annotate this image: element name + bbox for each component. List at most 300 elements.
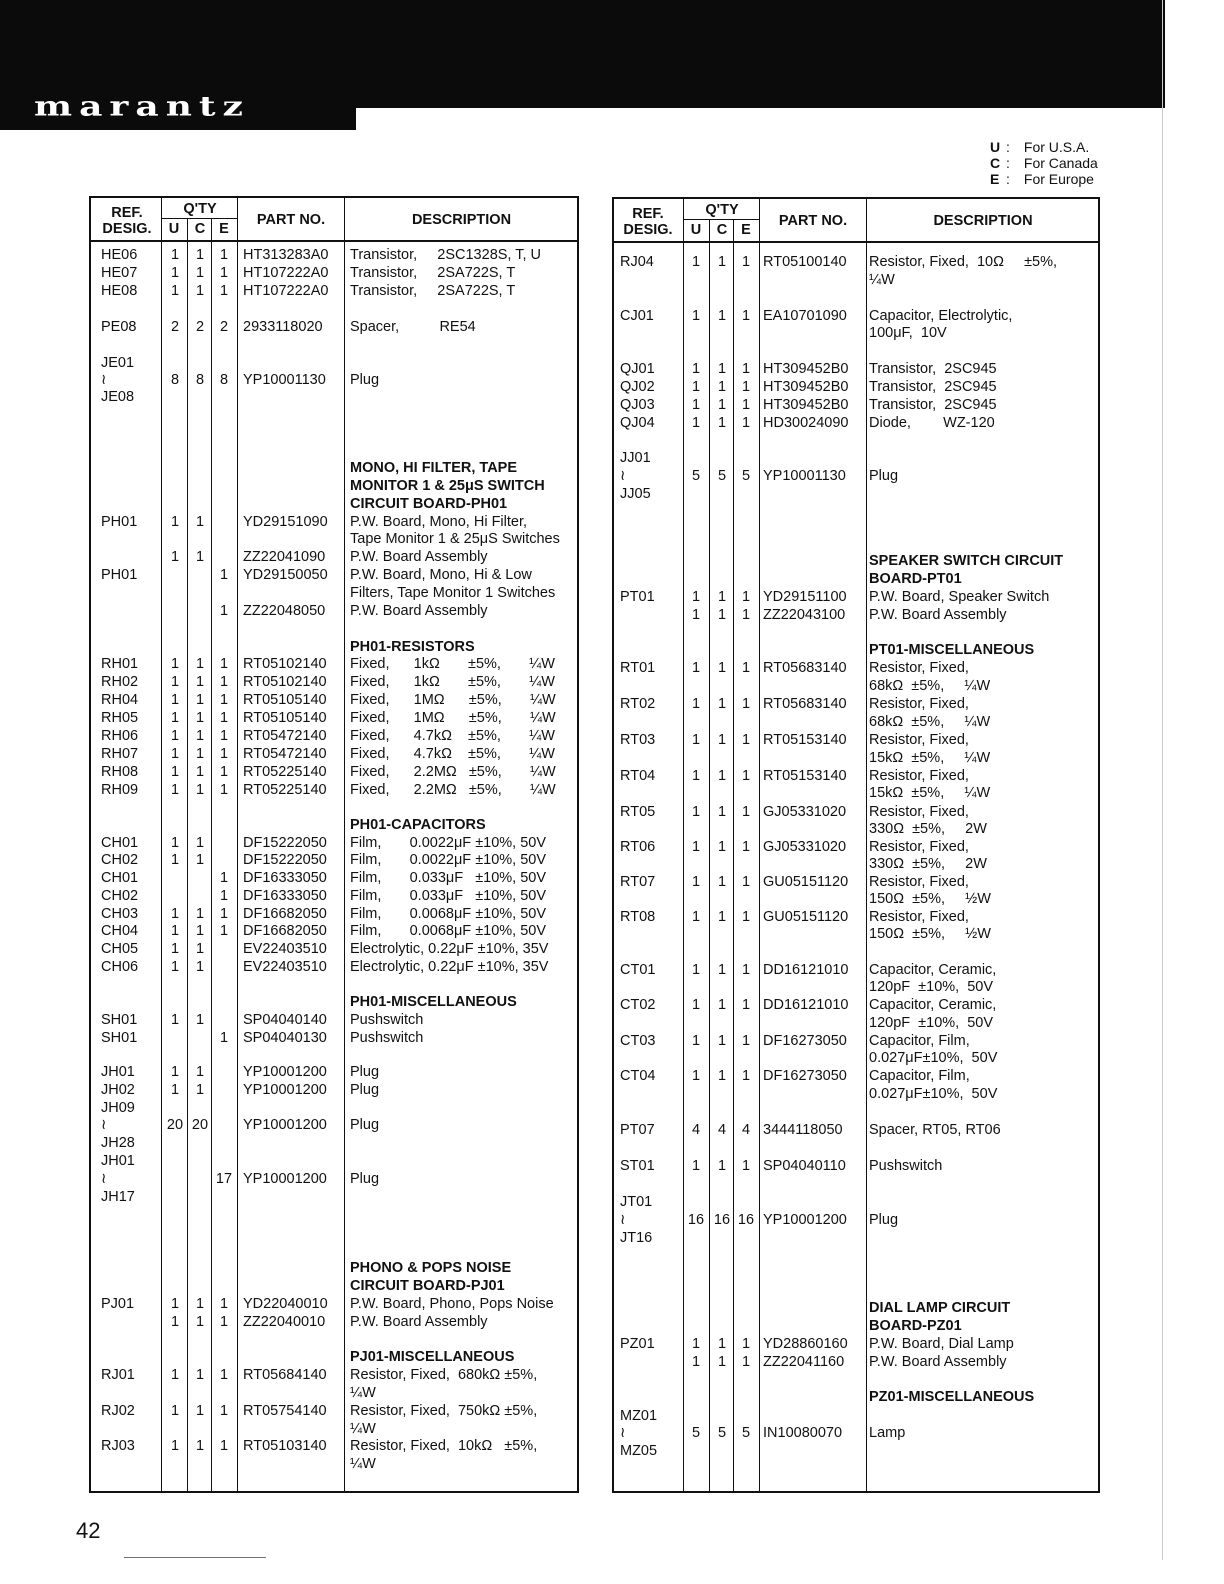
ref-desig-cell: QJ04 (620, 415, 655, 431)
qty-u-cell: 1 (170, 835, 180, 851)
ref-desig-cell: RH05 (101, 710, 139, 726)
qty-u-cell: 1 (170, 1438, 180, 1454)
description-cell: P.W. Board Assembly (350, 549, 488, 565)
ref-desig-cell: PH01 (101, 514, 138, 530)
section-heading: PT01-MISCELLANEOUS (869, 642, 1035, 658)
ref-desig-cell: QJ03 (620, 397, 655, 413)
description-cell: 150Ω ±5%, ½W (869, 891, 991, 907)
part-no-cell: ZZ22043100 (763, 607, 846, 623)
qty-c-cell: 1 (195, 549, 205, 565)
ref-desig-cell: CT01 (620, 962, 656, 978)
ref-desig-cell: RT01 (620, 660, 656, 676)
header-qty: Q'TY (705, 202, 739, 218)
description-cell: 330Ω ±5%, 2W (869, 821, 987, 837)
description-cell: Capacitor, Film, (869, 1068, 970, 1084)
part-no-cell: EV22403510 (243, 941, 327, 957)
qty-e-cell: 1 (741, 589, 751, 605)
description-cell: 100μF, 10V (869, 325, 947, 341)
part-no-cell: DF16682050 (243, 923, 327, 939)
qty-c-cell: 16 (713, 1212, 731, 1228)
description-cell: 120pF ±10%, 50V (869, 1015, 994, 1031)
ref-desig-cell: JH09 (101, 1100, 135, 1116)
description-cell: Film, 0.0022μF ±10%, 50V (350, 835, 547, 851)
part-no-cell: RT05683140 (763, 660, 847, 676)
legend-text: For Europe (1023, 171, 1094, 187)
brand-logo: marantz (34, 90, 250, 123)
qty-e-cell: 1 (219, 1367, 229, 1383)
qty-e-cell: 1 (219, 1296, 229, 1312)
col-divider (161, 198, 162, 1491)
description-cell: 0.027μF±10%, 50V (869, 1086, 998, 1102)
part-no-cell: 2933118020 (243, 319, 323, 335)
qty-c-cell: 1 (195, 1296, 205, 1312)
qty-e-cell: 1 (219, 710, 229, 726)
description-cell: Resistor, Fixed, (869, 660, 969, 676)
qty-c-cell: 1 (717, 397, 727, 413)
legend-colon: : (1006, 171, 1010, 187)
legend-key: U (990, 139, 1001, 155)
qty-e-cell: 1 (219, 283, 229, 299)
part-no-cell: SP04040140 (243, 1012, 327, 1028)
part-no-cell: YP10001200 (243, 1171, 327, 1187)
description-cell: P.W. Board, Mono, Hi Filter, (350, 514, 528, 530)
qty-e-cell: 1 (741, 732, 751, 748)
qty-e-cell: 1 (219, 870, 229, 886)
description-cell: ¼W (350, 1421, 376, 1437)
qty-e-cell: 1 (741, 1068, 751, 1084)
qty-e-cell: 16 (737, 1212, 755, 1228)
qty-u-cell: 1 (170, 514, 180, 530)
description-cell: P.W. Board Assembly (350, 1314, 488, 1330)
qty-u-cell: 1 (170, 1367, 180, 1383)
qty-c-cell: 1 (717, 962, 727, 978)
qty-u-cell: 1 (170, 549, 180, 565)
description-cell: P.W. Board, Phono, Pops Noise (350, 1296, 554, 1312)
description-cell: Fixed, 2.2MΩ ±5%, ¼W (350, 782, 556, 798)
ref-desig-cell: CH02 (101, 888, 139, 904)
qty-e-cell: 1 (219, 567, 229, 583)
header-part-no: PART NO. (256, 212, 326, 228)
part-no-cell: DF16273050 (763, 1033, 847, 1049)
qty-e-cell: 1 (741, 997, 751, 1013)
qty-c-cell: 1 (717, 1354, 727, 1370)
part-no-cell: RT05153140 (763, 768, 847, 784)
qty-e-cell: 1 (219, 656, 229, 672)
col-divider (237, 198, 238, 1491)
qty-u-cell: 1 (691, 1336, 701, 1352)
description-cell: P.W. Board Assembly (869, 607, 1007, 623)
qty-c-cell: 1 (195, 283, 205, 299)
description-cell: Plug (350, 372, 380, 388)
description-cell: Fixed, 1kΩ ±5%, ¼W (350, 674, 555, 690)
description-cell: Capacitor, Film, (869, 1033, 970, 1049)
section-heading: DIAL LAMP CIRCUIT (869, 1300, 1011, 1316)
part-no-cell: SP04040110 (763, 1158, 846, 1174)
col-divider (759, 199, 760, 1491)
qty-c-cell: 1 (195, 247, 205, 263)
qty-c-cell: 1 (717, 997, 727, 1013)
ref-desig-cell: ≀ (101, 372, 107, 388)
qty-u-cell: 1 (170, 941, 180, 957)
ref-desig-cell: CT02 (620, 997, 656, 1013)
qty-c-cell: 1 (195, 710, 205, 726)
description-cell: Transistor, 2SC1328S, T, U (350, 247, 541, 263)
description-cell: Resistor, Fixed, 10kΩ ±5%, (350, 1438, 538, 1454)
description-cell: P.W. Board, Speaker Switch (869, 589, 1050, 605)
part-no-cell: YD28860160 (763, 1336, 848, 1352)
header-c: C (716, 222, 728, 238)
qty-u-cell: 1 (691, 1033, 701, 1049)
qty-u-cell: 16 (687, 1212, 705, 1228)
description-cell: Capacitor, Electrolytic, (869, 308, 1013, 324)
qty-u-cell: 1 (691, 732, 701, 748)
qty-u-cell: 1 (170, 852, 180, 868)
description-cell: P.W. Board, Mono, Hi & Low (350, 567, 532, 583)
description-cell: Film, 0.0022μF ±10%, 50V (350, 852, 547, 868)
description-cell: P.W. Board Assembly (869, 1354, 1007, 1370)
section-heading: BOARD-PT01 (869, 571, 962, 587)
ref-desig-cell: CH01 (101, 870, 139, 886)
qty-c-cell: 1 (717, 415, 727, 431)
description-cell: Plug (350, 1171, 380, 1187)
header-desig: DESIG. (102, 221, 152, 237)
qty-c-cell: 1 (717, 874, 727, 890)
section-heading: PH01-RESISTORS (350, 639, 475, 655)
qty-e-cell: 1 (741, 839, 751, 855)
qty-u-cell: 1 (691, 254, 701, 270)
header-description: DESCRIPTION (933, 213, 1033, 229)
qty-u-cell: 1 (170, 674, 180, 690)
section-heading: CIRCUIT BOARD-PH01 (350, 496, 508, 512)
part-no-cell: IN10080070 (763, 1425, 843, 1441)
ref-desig-cell: JH02 (101, 1082, 135, 1098)
qty-e-cell: 1 (219, 247, 229, 263)
description-cell: Transistor, 2SC945 (869, 397, 997, 413)
part-no-cell: DF16333050 (243, 888, 327, 904)
qty-u-cell: 1 (170, 923, 180, 939)
header-ref: REF. (632, 206, 664, 222)
qty-e-cell: 2 (219, 319, 229, 335)
description-cell: Pushswitch (350, 1030, 424, 1046)
description-cell: P.W. Board, Dial Lamp (869, 1336, 1014, 1352)
qty-u-cell: 1 (170, 1064, 180, 1080)
ref-desig-cell: RH09 (101, 782, 139, 798)
ref-desig-cell: ≀ (620, 1425, 626, 1441)
part-no-cell: YD22040010 (243, 1296, 328, 1312)
description-cell: Plug (350, 1117, 380, 1133)
part-no-cell: 3444118050 (763, 1122, 843, 1138)
qty-e-cell: 1 (219, 923, 229, 939)
description-cell: ¼W (350, 1456, 376, 1472)
part-no-cell: RT05472140 (243, 746, 327, 762)
qty-c-cell: 1 (195, 906, 205, 922)
ref-desig-cell: CH02 (101, 852, 139, 868)
qty-u-cell: 1 (691, 909, 701, 925)
ref-desig-cell: RT06 (620, 839, 656, 855)
description-cell: Electrolytic, 0.22μF ±10%, 35V (350, 959, 549, 975)
part-no-cell: ZZ22041160 (763, 1354, 845, 1370)
table-header (614, 199, 1098, 243)
description-cell: Resistor, Fixed, (869, 874, 969, 890)
ref-desig-cell: JE08 (101, 389, 135, 405)
ref-desig-cell: CJ01 (620, 308, 654, 324)
ref-desig-cell: CH05 (101, 941, 139, 957)
header-qty: Q'TY (183, 201, 217, 217)
qty-c-cell: 1 (717, 361, 727, 377)
qty-e-cell: 1 (219, 906, 229, 922)
header-part-no: PART NO. (778, 213, 848, 229)
ref-desig-cell: MZ05 (620, 1443, 658, 1459)
description-cell: Film, 0.0068μF ±10%, 50V (350, 923, 547, 939)
ref-desig-cell: HE07 (101, 265, 138, 281)
section-heading: SPEAKER SWITCH CIRCUIT (869, 553, 1064, 569)
description-cell: Resistor, Fixed, (869, 732, 969, 748)
part-no-cell: RT05684140 (243, 1367, 327, 1383)
qty-c-cell: 1 (717, 804, 727, 820)
part-no-cell: GU05151120 (763, 874, 849, 890)
qty-e-cell: 1 (219, 888, 229, 904)
ref-desig-cell: CH04 (101, 923, 139, 939)
qty-e-cell: 4 (741, 1122, 751, 1138)
qty-u-cell: 1 (170, 782, 180, 798)
description-cell: Capacitor, Ceramic, (869, 962, 997, 978)
qty-c-cell: 1 (195, 941, 205, 957)
description-cell: Resistor, Fixed, 680kΩ ±5%, (350, 1367, 538, 1383)
description-cell: Fixed, 4.7kΩ ±5%, ¼W (350, 728, 555, 744)
qty-c-cell: 1 (717, 1158, 727, 1174)
ref-desig-cell: HE06 (101, 247, 138, 263)
ref-desig-cell: CH06 (101, 959, 139, 975)
description-cell: Film, 0.033μF ±10%, 50V (350, 870, 547, 886)
qty-c-cell: 1 (195, 923, 205, 939)
qty-c-cell: 1 (717, 839, 727, 855)
part-no-cell: RT05105140 (243, 692, 327, 708)
ref-desig-cell: RT02 (620, 696, 656, 712)
section-heading: MONITOR 1 & 25μS SWITCH (350, 478, 545, 494)
qty-u-cell: 4 (691, 1122, 701, 1138)
description-cell: Film, 0.0068μF ±10%, 50V (350, 906, 547, 922)
part-no-cell: RT05754140 (243, 1403, 327, 1419)
qty-e-cell: 1 (741, 1158, 751, 1174)
part-no-cell: YP10001130 (243, 372, 326, 388)
qty-u-cell: 5 (691, 1425, 701, 1441)
part-no-cell: SP04040130 (243, 1030, 327, 1046)
ref-desig-cell: RT04 (620, 768, 656, 784)
qty-c-cell: 1 (195, 959, 205, 975)
qty-u-cell: 1 (691, 768, 701, 784)
ref-desig-cell: RT03 (620, 732, 656, 748)
qty-c-cell: 1 (717, 909, 727, 925)
qty-u-cell: 1 (691, 874, 701, 890)
part-no-cell: YP10001200 (243, 1082, 327, 1098)
part-no-cell: HT309452B0 (763, 397, 849, 413)
part-no-cell: GU05151120 (763, 909, 849, 925)
description-cell: Transistor, 2SA722S, T (350, 283, 516, 299)
qty-u-cell: 1 (691, 839, 701, 855)
ref-desig-cell: MZ01 (620, 1408, 658, 1424)
qty-e-cell: 1 (219, 265, 229, 281)
header-u: U (690, 222, 702, 238)
section-heading: CIRCUIT BOARD-PJ01 (350, 1278, 505, 1294)
legend-text: For U.S.A. (1023, 139, 1090, 155)
description-cell: Electrolytic, 0.22μF ±10%, 35V (350, 941, 549, 957)
parts-table-right (612, 197, 1100, 1493)
part-no-cell: DF16682050 (243, 906, 327, 922)
description-cell: 68kΩ ±5%, ¼W (869, 678, 991, 694)
description-cell: Fixed, 1MΩ ±5%, ¼W (350, 710, 556, 726)
qty-u-cell: 1 (170, 656, 180, 672)
part-no-cell: DD16121010 (763, 997, 849, 1013)
description-cell: Transistor, 2SA722S, T (350, 265, 516, 281)
section-heading: PJ01-MISCELLANEOUS (350, 1349, 515, 1365)
legend-key: C (990, 155, 1001, 171)
description-cell: Fixed, 1MΩ ±5%, ¼W (350, 692, 556, 708)
description-cell: Transistor, 2SC945 (869, 361, 997, 377)
qty-c-cell: 1 (195, 1012, 205, 1028)
description-cell: Resistor, Fixed, (869, 909, 969, 925)
part-no-cell: EA10701090 (763, 308, 847, 324)
qty-c-cell: 1 (195, 265, 205, 281)
header-desig: DESIG. (623, 222, 673, 238)
qty-c-cell: 1 (717, 732, 727, 748)
description-cell: 120pF ±10%, 50V (869, 979, 994, 995)
ref-desig-cell: PZ01 (620, 1336, 655, 1352)
qty-e-cell: 1 (219, 746, 229, 762)
qty-e-cell: 1 (219, 1403, 229, 1419)
qty-c-cell: 1 (195, 728, 205, 744)
part-no-cell: RT05225140 (243, 782, 327, 798)
description-cell: Plug (350, 1082, 380, 1098)
part-no-cell: DF16333050 (243, 870, 327, 886)
description-cell: 330Ω ±5%, 2W (869, 856, 987, 872)
ref-desig-cell: RT07 (620, 874, 656, 890)
part-no-cell: RT05100140 (763, 254, 847, 270)
description-cell: ¼W (350, 1385, 376, 1401)
qty-e-cell: 1 (219, 782, 229, 798)
qty-u-cell: 1 (170, 692, 180, 708)
qty-u-cell: 1 (691, 997, 701, 1013)
part-no-cell: RT05153140 (763, 732, 847, 748)
legend-row (990, 139, 1098, 155)
description-cell: Fixed, 1kΩ ±5%, ¼W (350, 656, 555, 672)
ref-desig-cell: JH01 (101, 1064, 135, 1080)
header-description: DESCRIPTION (411, 212, 512, 228)
part-no-cell: HT313283A0 (243, 247, 329, 263)
qty-u-cell: 20 (166, 1117, 184, 1133)
ref-desig-cell: JT16 (620, 1230, 653, 1246)
qty-e-cell: 1 (741, 660, 751, 676)
ref-desig-cell: JE01 (101, 355, 135, 371)
part-no-cell: RT05103140 (243, 1438, 327, 1454)
legend-row (990, 155, 1098, 171)
qty-c-cell: 5 (717, 1425, 727, 1441)
description-cell: P.W. Board Assembly (350, 603, 488, 619)
part-no-cell: GJ05331020 (763, 804, 847, 820)
qty-u-cell: 1 (170, 1012, 180, 1028)
ref-desig-cell: PE08 (101, 319, 137, 335)
part-no-cell: HT107222A0 (243, 283, 329, 299)
qty-u-cell: 5 (691, 468, 701, 484)
ref-desig-cell: PT01 (620, 589, 655, 605)
qty-e-cell: 1 (741, 1354, 751, 1370)
qty-c-cell: 1 (195, 1367, 205, 1383)
ref-desig-cell: RH01 (101, 656, 139, 672)
qty-u-cell: 1 (691, 397, 701, 413)
ref-desig-cell: ≀ (101, 1171, 107, 1187)
qty-c-cell: 1 (195, 835, 205, 851)
qty-e-cell: 1 (741, 397, 751, 413)
ref-desig-cell: RH07 (101, 746, 139, 762)
description-cell: 15kΩ ±5%, ¼W (869, 750, 991, 766)
qty-c-cell: 1 (717, 607, 727, 623)
part-no-cell: DF16273050 (763, 1068, 847, 1084)
qty-u-cell: 1 (691, 308, 701, 324)
header-c: C (194, 221, 206, 237)
part-no-cell: DF15222050 (243, 852, 327, 868)
qty-e-cell: 17 (215, 1171, 233, 1187)
part-no-cell: RT05105140 (243, 710, 327, 726)
description-cell: Resistor, Fixed, 10Ω ±5%, (869, 254, 1058, 270)
part-no-cell: ZZ22040010 (243, 1314, 326, 1330)
qty-e-cell: 1 (741, 768, 751, 784)
description-cell: Tape Monitor 1 & 25μS Switches (350, 531, 560, 547)
description-cell: Fixed, 4.7kΩ ±5%, ¼W (350, 746, 555, 762)
ref-desig-cell: JH28 (101, 1135, 135, 1151)
part-no-cell: RT05102140 (243, 656, 327, 672)
ref-desig-cell: RT08 (620, 909, 656, 925)
parts-table-left (89, 196, 579, 1493)
part-no-cell: YP10001200 (243, 1064, 327, 1080)
description-cell: Resistor, Fixed, (869, 696, 969, 712)
header-ref: REF. (111, 205, 143, 221)
description-cell: 150Ω ±5%, ½W (869, 926, 991, 942)
qty-c-cell: 1 (195, 1438, 205, 1454)
ref-desig-cell: SH01 (101, 1012, 138, 1028)
qty-e-cell: 1 (741, 804, 751, 820)
qty-e-cell: 1 (741, 361, 751, 377)
legend-colon: : (1006, 139, 1010, 155)
part-no-cell: GJ05331020 (763, 839, 847, 855)
qty-e-cell: 1 (741, 874, 751, 890)
qty-e-cell: 1 (219, 1030, 229, 1046)
qty-u-cell: 1 (691, 804, 701, 820)
legend-colon: : (1006, 155, 1010, 171)
qty-c-cell: 1 (195, 1064, 205, 1080)
part-no-cell: YD29151090 (243, 514, 328, 530)
qty-u-cell: 8 (170, 372, 180, 388)
ref-desig-cell: RJ02 (101, 1403, 135, 1419)
qty-e-cell: 1 (741, 909, 751, 925)
ref-desig-cell: ≀ (620, 468, 626, 484)
qty-u-cell: 1 (691, 696, 701, 712)
qty-e-cell: 1 (219, 728, 229, 744)
part-no-cell: DF15222050 (243, 835, 327, 851)
ref-desig-cell: PT07 (620, 1122, 655, 1138)
ref-desig-cell: SH01 (101, 1030, 138, 1046)
qty-e-cell: 1 (219, 764, 229, 780)
qty-e-cell: 8 (219, 372, 229, 388)
qty-u-cell: 1 (170, 247, 180, 263)
qty-u-cell: 1 (691, 1354, 701, 1370)
qty-e-cell: 1 (741, 962, 751, 978)
ref-desig-cell: RH02 (101, 674, 139, 690)
header-e: E (219, 221, 229, 237)
ref-desig-cell: JJ05 (620, 486, 651, 502)
description-cell: Film, 0.033μF ±10%, 50V (350, 888, 547, 904)
section-heading: PH01-CAPACITORS (350, 817, 486, 833)
part-no-cell: HT107222A0 (243, 265, 329, 281)
qty-c-cell: 20 (191, 1117, 209, 1133)
